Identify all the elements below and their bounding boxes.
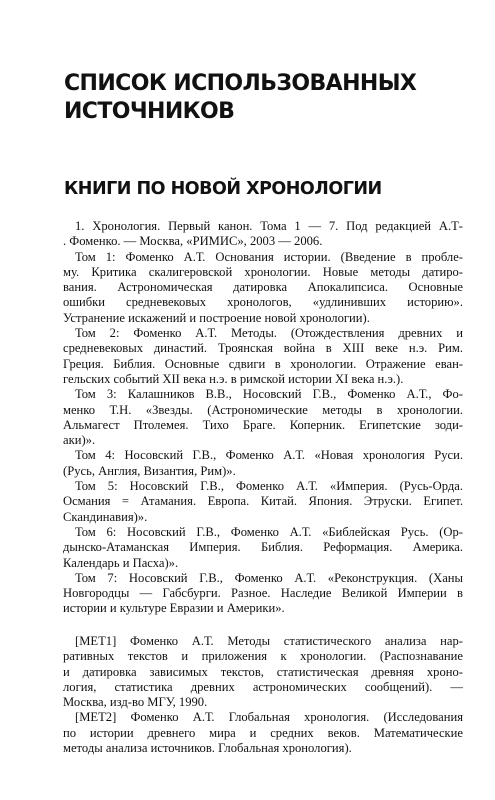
entry-line: методы анализа источников. Глобальная хронология). (63, 741, 352, 756)
entry-line: дынско-Атаманская Империя. Библия. Реформация. Америка. (63, 540, 463, 555)
entry-line: ошибки средневековых хронологов, «удлинивших историю». (63, 295, 463, 310)
entry-line: истории и культуре Евразии и Америки». (63, 601, 285, 616)
bibliography-entry (63, 448, 463, 479)
entry-line: Альмагест Птолемея. Тихо Браге. Коперник. Египетские зоди- (63, 417, 463, 432)
bibliography-entry (63, 479, 463, 525)
bibliography-entry (63, 250, 463, 326)
entry-line: 1. Хронология. Первый канон. Тома 1 — 7. Под редакцией А.Т- (75, 219, 463, 233)
page-title (64, 70, 444, 126)
bibliography-entry (63, 387, 463, 448)
entry-line: вания. Астрономическая датировка Апокалипсиса. Основные (63, 280, 463, 295)
entry-line: аки)». (63, 433, 96, 448)
entry-line: Том 2: Фоменко А.Т. Методы. (Отождествления древних и (75, 326, 463, 341)
entry-line: Том 4: Носовский Г.В., Фоменко А.Т. «Новая хронология Руси. (75, 448, 463, 463)
bibliography-list-new-chronology (63, 219, 463, 617)
entry-line: Календарь и Пасха)». (63, 555, 179, 570)
page-title-line-2: ИСТОЧНИКОВ (64, 99, 235, 124)
entry-line: [МЕТ1] Фоменко А.Т. Методы статистического анализа нар- (75, 634, 463, 648)
entry-line: [МЕТ2] Фоменко А.Т. Глобальная хронология. (Исследования (75, 710, 463, 725)
bibliography-entry (63, 634, 463, 710)
entry-line: Том 3: Калашников В.В., Носовский Г.В., Фоменко А.Т., Фо- (75, 387, 463, 402)
entry-line: логия, статистика древних астрономических сообщений). — (63, 679, 463, 694)
entry-line: Том 7: Носовский Г.В., Фоменко А.Т. «Реконструкция. (Ханы (75, 570, 463, 585)
entry-line: Том 6: Носовский Г.В., Фоменко А.Т. «Библейская Русь. (Ор- (75, 524, 463, 539)
bibliography-entry (63, 710, 463, 756)
entry-line: гельских событий XII века н.э. в римской истории XI века н.э.). (63, 371, 404, 386)
entry-line: Османия = Атамания. Европа. Китай. Япония. Этруски. Египет. (63, 494, 463, 509)
entry-line: Скандинавия)». (63, 509, 148, 524)
entry-line: (Русь, Англия, Византия, Рим)». (63, 463, 236, 478)
bibliography-entry (63, 571, 463, 617)
entry-line: средневековых династий. Троянская война в XIII веке н.э. Рим. (63, 341, 463, 356)
entry-line: . Фоменко. — Москва, «РИМИС», 2003 — 2006. (63, 234, 323, 249)
bibliography-entry (63, 219, 463, 250)
entry-line: Том 1: Фоменко А.Т. Основания истории. (Введение в пробле- (75, 249, 463, 264)
entry-line: менко Т.Н. «Звезды. (Астрономические методы в хронологии. (63, 402, 463, 417)
entry-line: Новгородцы — Габсбурги. Разное. Наследие Великой Империи в (63, 586, 463, 601)
entry-line: Том 5: Носовский Г.В., Фоменко А.Т. «Империя. (Русь-Орда. (75, 479, 463, 494)
entry-line: и датировка зависимых текстов, статистическая древняя хроно- (63, 664, 463, 679)
page-title-line-1: СПИСОК ИСПОЛЬЗОВАННЫХ (64, 71, 417, 96)
entry-line: Устранение искажений и построение новой хронологии). (63, 310, 370, 325)
entry-line: Москва, изд-во МГУ, 1990. (63, 695, 208, 710)
entry-line: Греция. Библия. Основные сдвиги в хронологии. Отражение еван- (63, 356, 463, 371)
bibliography-entry (63, 326, 463, 387)
bibliography-list-methods (63, 634, 463, 756)
bibliography-entry (63, 525, 463, 571)
section-heading: КНИГИ ПО НОВОЙ ХРОНОЛОГИИ (64, 179, 382, 199)
entry-line: по истории древнего мира и средних веков. Математические (63, 725, 463, 740)
entry-line: му. Критика скалигеровской хронологии. Новые методы датиро- (63, 264, 463, 279)
entry-line: ративных текстов и приложения к хронологии. (Распознавание (63, 649, 463, 664)
